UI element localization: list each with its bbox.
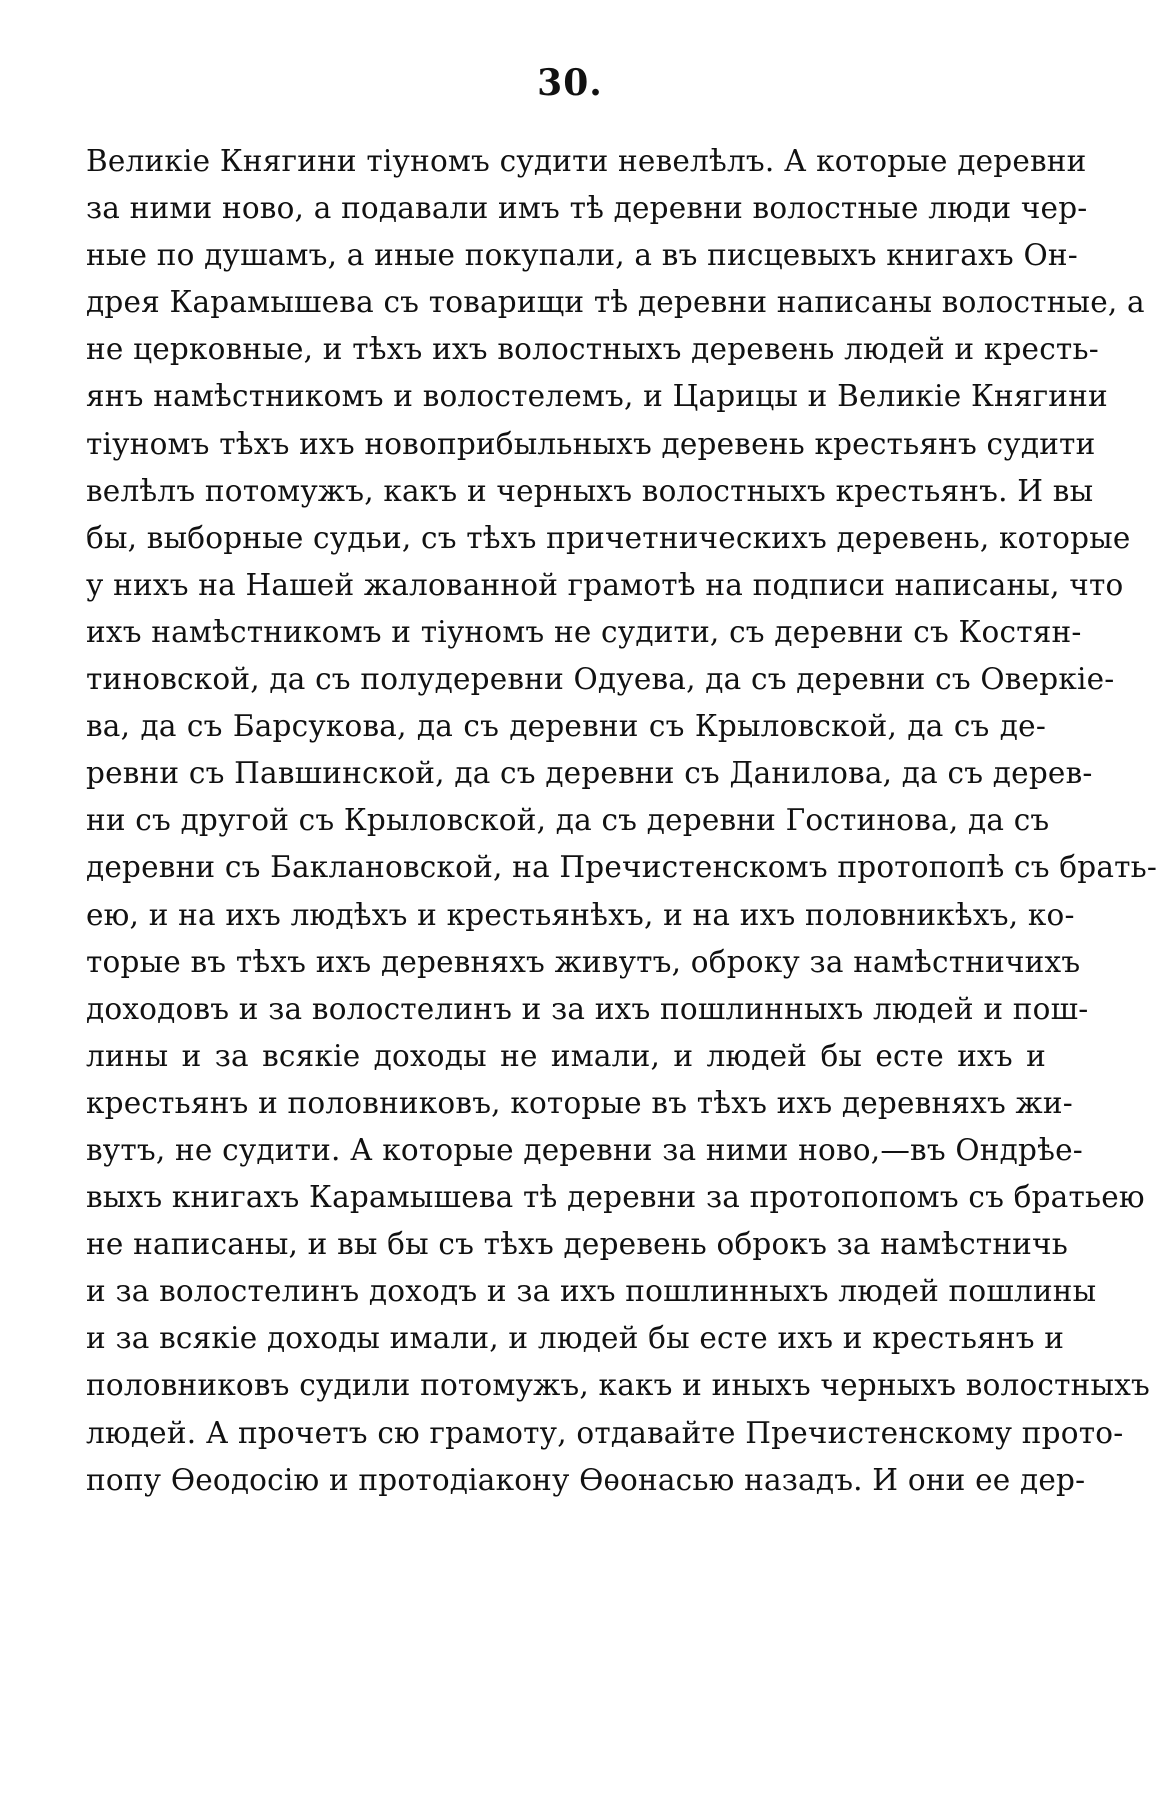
body-text [86,138,1157,1504]
text-line: ные по душамъ, а иные покупали, а въ писцевыхъ книгахъ Он- [86,238,1078,273]
text-line: Великіе Княгини тіуномъ судити невелѣлъ. А которые деревни [86,144,1087,178]
text-line: велѣлъ потомужъ, какъ и черныхъ волостныхъ крестьянъ. И вы [86,473,1094,508]
text-line: и за волостелинъ доходъ и за ихъ пошлинныхъ людей пошлины [86,1274,1097,1309]
text-line: лины и за всякіе доходы не имали, и людей бы есте ихъ и [86,1038,1046,1073]
text-line: бы, выборные судьи, съ тѣхъ причетническихъ деревень, которые [86,520,1131,555]
text-line: не церковные, и тѣхъ ихъ волостныхъ деревень людей и кресть- [86,332,1099,367]
text-line: за ними ново, а подавали имъ тѣ деревни волостные люди чер- [86,191,1088,226]
text-line: выхъ книгахъ Карамышева тѣ деревни за протопопомъ съ братьею [86,1180,1145,1215]
text-line: ни съ другой съ Крыловской, да съ деревни Гостинова, да съ [86,803,1050,838]
text-line: тіуномъ тѣхъ ихъ новоприбыльныхъ деревень крестьянъ судити [86,426,1096,461]
text-line: вутъ, не судити. А которые деревни за ними ново,—въ Ондрѣе- [86,1132,1083,1167]
text-line: не написаны, и вы бы съ тѣхъ деревень оброкъ за намѣстничь [86,1227,1069,1262]
text-line: ею, и на ихъ людѣхъ и крестьянѣхъ, и на ихъ половникѣхъ, ко- [86,897,1075,932]
text-line: попу Ѳеодосію и протодіакону Ѳѳонасью назадъ. И они ее дер- [86,1462,1086,1497]
text-line: деревни съ Баклановской, на Пречистенскомъ протопопѣ съ брать- [86,850,1157,885]
text-line: торые въ тѣхъ ихъ деревняхъ живутъ, оброку за намѣстничихъ [86,944,1081,979]
text-line: крестьянъ и половниковъ, которые въ тѣхъ ихъ деревняхъ жи- [86,1085,1073,1120]
text-line: ихъ намѣстникомъ и тіуномъ не судити, съ деревни съ Костян- [86,614,1082,649]
text-line: половниковъ судили потомужъ, какъ и иныхъ черныхъ волостныхъ [86,1368,1151,1403]
text-line: у нихъ на Нашей жалованной грамотѣ на подписи написаны, что [86,567,1124,602]
text-line: и за всякіе доходы имали, и людей бы есте ихъ и крестьянъ и [86,1321,1065,1356]
text-line: янъ намѣстникомъ и волостелемъ, и Царицы и Великіе Княгини [86,379,1108,414]
page-number: 30. [537,62,603,104]
text-line: ва, да съ Барсукова, да съ деревни съ Крыловской, да съ де- [86,709,1046,744]
text-line: дрея Карамышева съ товарищи тѣ деревни написаны волостные, а [86,285,1145,320]
text-line: доходовъ и за волостелинъ и за ихъ пошлинныхъ людей и пош- [86,991,1089,1026]
text-line: ревни съ Павшинской, да съ деревни съ Данилова, да съ дерев- [86,756,1093,791]
text-line: тиновской, да съ полудеревни Одуева, да съ деревни съ Оверкіе- [86,662,1115,697]
text-line: людей. А прочетъ сю грамоту, отдавайте Пречистенскому прото- [86,1415,1124,1450]
